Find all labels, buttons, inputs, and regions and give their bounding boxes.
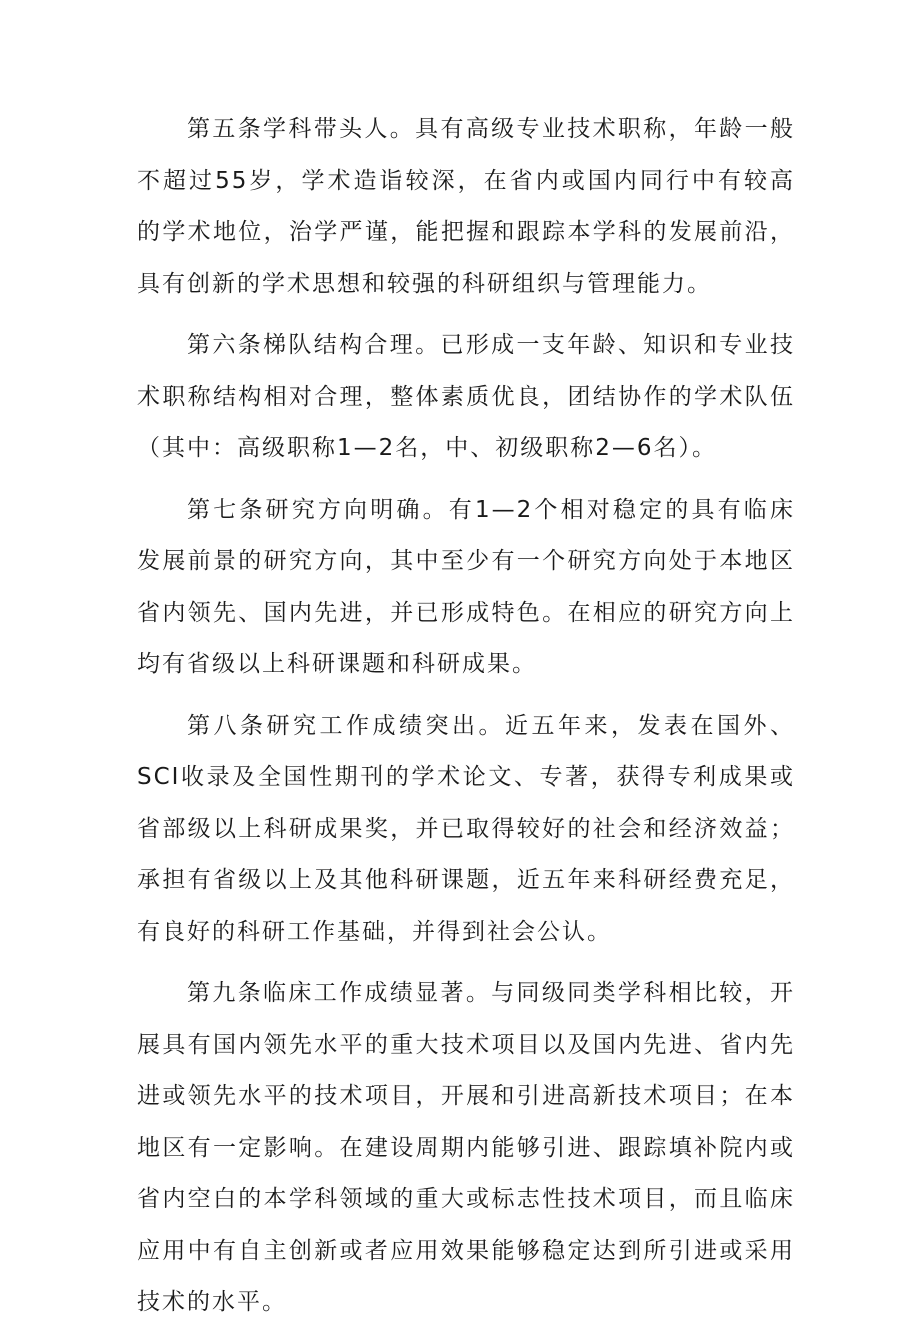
article-6-paragraph: 第六条梯队结构合理。已形成一支年龄、知识和专业技术职称结构相对合理，整体素质优良，团结协作的学术队伍（其中：高级职称1—2名，中、初级职称2—6名）。 <box>137 332 795 461</box>
document-body <box>137 104 795 1339</box>
article-9-paragraph: 第九条临床工作成绩显著。与同级同类学科相比较，开展具有国内领先水平的重大技术项目以及国内先进、省内先进或领先水平的技术项目，开展和引进高新技术项目；在本地区有一定影响。在建设周期内能够引进、跟踪填补院内或省内空白的本学科领域的重大或标志性技术项目，而且临床应用中有自主创新或者应用效果能够稳定达到所引进或采用技术的水平。 <box>137 980 795 1315</box>
article-5-paragraph: 第五条学科带头人。具有高级专业技术职称，年龄一般不超过55岁，学术造诣较深，在省内或国内同行中有较高的学术地位，治学严谨，能把握和跟踪本学科的发展前沿，具有创新的学术思想和较强的科研组织与管理能力。 <box>137 116 795 297</box>
article-7-paragraph: 第七条研究方向明确。有1—2个相对稳定的具有临床发展前景的研究方向，其中至少有一个研究方向处于本地区省内领先、国内先进，并已形成特色。在相应的研究方向上均有省级以上科研课题和科研成果。 <box>137 496 795 677</box>
article-8-paragraph: 第八条研究工作成绩突出。近五年来，发表在国外、SCI收录及全国性期刊的学术论文、专著，获得专利成果或省部级以上科研成果奖，并已取得较好的社会和经济效益；承担有省级以上及其他科研课题，近五年来科研经费充足，有良好的科研工作基础，并得到社会公认。 <box>137 712 795 945</box>
